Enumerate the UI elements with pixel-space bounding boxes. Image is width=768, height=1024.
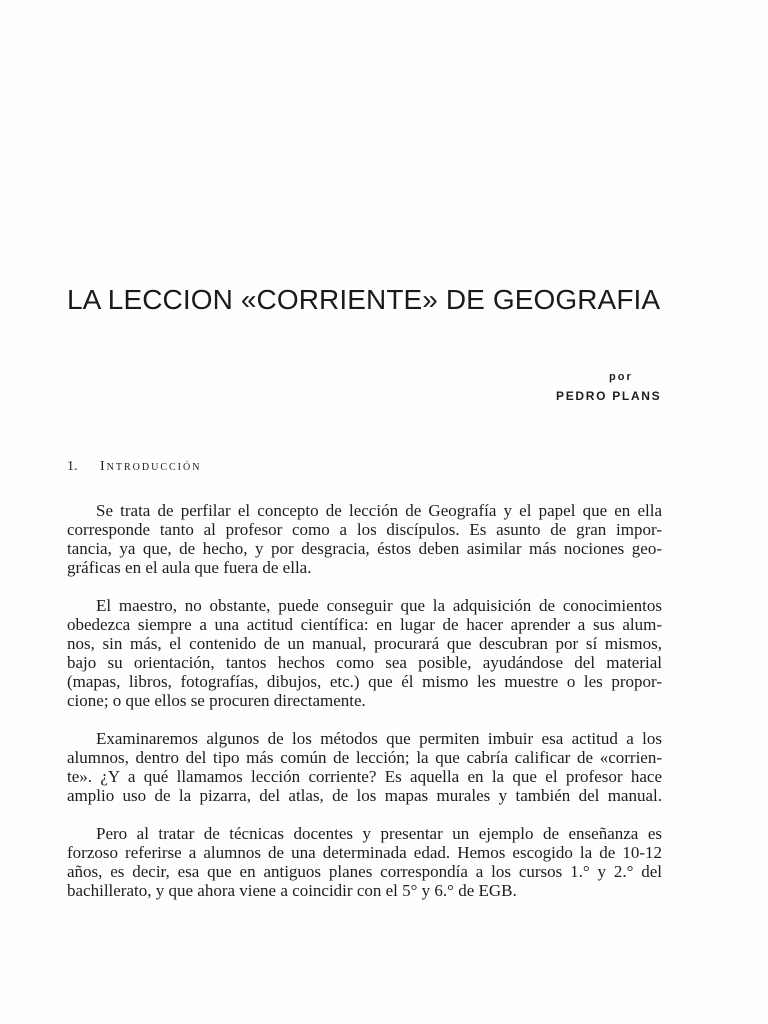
text-line: obedezca siempre a una actitud científica: en lugar de hacer aprender a sus alum- xyxy=(67,615,662,634)
text-line: tancia, ya que, de hecho, y por desgracia, éstos deben asimilar más nociones geo- xyxy=(67,539,662,558)
text-line: forzoso referirse a alumnos de una determinada edad. Hemos escogido la de 10-12 xyxy=(67,843,662,862)
text-line: Examinaremos algunos de los métodos que permiten imbuir esa actitud a los xyxy=(96,729,662,748)
paragraph xyxy=(67,501,662,577)
text-line: te». ¿Y a qué llamamos lección corriente? Es aquella en la que el profesor hace xyxy=(67,767,662,786)
article-body xyxy=(67,501,662,919)
text-line: amplio uso de la pizarra, del atlas, de los mapas murales y también del manual. xyxy=(67,786,662,805)
byline-prefix: por xyxy=(609,371,633,383)
text-line: gráficas en el aula que fuera de ella. xyxy=(67,558,312,577)
text-line: El maestro, no obstante, puede conseguir que la adquisición de conocimientos xyxy=(96,596,662,615)
text-line: alumnos, dentro del tipo más común de lección; la que cabría calificar de «corrien- xyxy=(67,748,662,767)
text-line: años, es decir, esa que en antiguos planes correspondía a los cursos 1.° y 2.° del xyxy=(67,862,662,881)
text-line: bachillerato, y que ahora viene a coincidir con el 5° y 6.° de EGB. xyxy=(67,881,517,900)
article-title: LA LECCION «CORRIENTE» DE GEOGRAFIA xyxy=(67,284,661,315)
paragraph xyxy=(67,596,662,710)
text-line: Pero al tratar de técnicas docentes y presentar un ejemplo de enseñanza es xyxy=(96,824,662,843)
text-line: bajo su orientación, tantos hechos como sea posible, ayudándose del material xyxy=(67,653,662,672)
text-line: cione; o que ellos se procuren directamente. xyxy=(67,691,366,710)
text-line: Se trata de perfilar el concepto de lección de Geografía y el papel que en ella xyxy=(96,501,662,520)
author-name: PEDRO PLANS xyxy=(556,389,662,403)
text-line: nos, sin más, el contenido de un manual, procurará que descubran por sí mismos, xyxy=(67,634,662,653)
paragraph xyxy=(67,824,662,900)
section-number: 1. xyxy=(67,459,78,474)
paragraph xyxy=(67,729,662,805)
text-line: (mapas, libros, fotografías, dibujos, etc.) que él mismo les muestre o les propor- xyxy=(67,672,662,691)
section-heading: Introducción xyxy=(100,459,202,474)
text-line: corresponde tanto al profesor como a los discípulos. Es asunto de gran impor- xyxy=(67,520,662,539)
